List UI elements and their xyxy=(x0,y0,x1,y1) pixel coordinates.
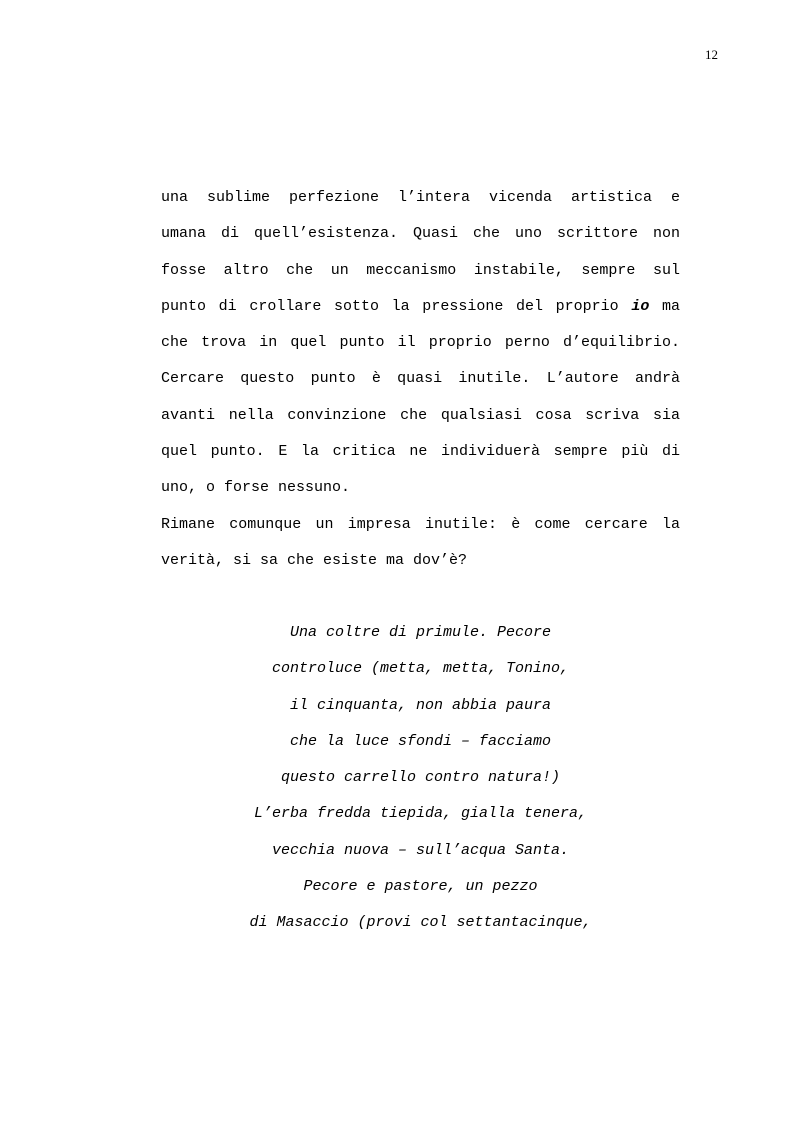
body-line-text: punto di crollare sotto la pressione del proprio xyxy=(161,297,632,315)
body-line-with-emphasis xyxy=(161,289,680,325)
body-line: che trova in quel punto il proprio perno d’equilibrio. xyxy=(161,334,680,352)
body-line: umana di quell’esistenza. Quasi che uno scrittore non xyxy=(161,225,680,243)
poem-verse: il cinquanta, non abbia paura xyxy=(289,696,552,714)
poem-verse: questo carrello contro natura!) xyxy=(280,769,561,787)
poem-verse: L’erba fredda tiepida, gialla tenera, xyxy=(253,805,588,823)
body-line-text: ma xyxy=(649,297,680,315)
body-line: avanti nella convinzione che qualsiasi cosa scriva sia xyxy=(161,406,680,424)
poem-verse: Pecore e pastore, un pezzo xyxy=(303,878,538,896)
page-number: 12 xyxy=(705,47,718,62)
body-line: uno, o forse nessuno. xyxy=(161,479,351,497)
emphasis-io: io xyxy=(631,297,650,315)
poem-verse: di Masaccio (provi col settantacinque, xyxy=(249,914,592,932)
body-paragraph xyxy=(161,180,680,579)
poem-verse: che la luce sfondi – facciamo xyxy=(289,732,552,750)
body-line: Cercare questo punto è quasi inutile. L’autore andrà xyxy=(161,370,680,388)
body-line: verità, si sa che esiste ma dov’è? xyxy=(161,551,468,569)
body-line: fosse altro che un meccanismo instabile, sempre sul xyxy=(161,261,680,279)
body-line: quel punto. E la critica ne individuerà sempre più di xyxy=(161,443,680,461)
body-line: Rimane comunque un impresa inutile: è come cercare la xyxy=(161,515,680,533)
poem-quotation xyxy=(161,615,680,942)
poem-verse: vecchia nuova – sull’acqua Santa. xyxy=(271,841,570,859)
poem-verse: Una coltre di primule. Pecore xyxy=(289,624,552,641)
body-line: una sublime perfezione l’intera vicenda artistica e xyxy=(161,189,680,206)
poem-verse: controluce (metta, metta, Tonino, xyxy=(271,660,570,678)
